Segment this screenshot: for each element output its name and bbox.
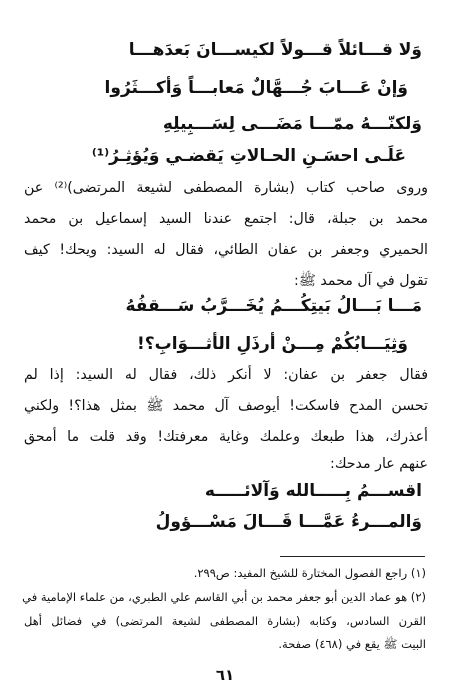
footnote-2-line-3: البيت ﷺ يقع في (٤٦٨) صفحة.: [278, 637, 426, 651]
poem2-verse-1: مَـــا بَـــالُ بَيتِكُـــمُ يُخَـــرَّبُ سَـــقفُهُ: [125, 296, 422, 316]
poem2-verse-2: وَثِيَـــابُكُمْ مِـــنْ أرذَلِ الأثـــوَابِ؟!: [137, 334, 408, 354]
body2-line-3: أعذرك، هذا طبعك وعلمك وغاية معرفتك! وقد قلت ما أمحق: [24, 429, 428, 445]
footnote-2-line-1: (٢) هو عماد الدين أبو جعفر محمد بن أبي القاسم علي الطبري، من علماء الإمامية في: [22, 590, 426, 604]
body-line-4: تقول في آل محمد ﷺ:: [294, 273, 428, 289]
body2-line-2: تحسن المدح فاسكت! أيوصف آل محمد ﷺ بمثل هذا؟! ولكني: [24, 398, 428, 414]
body-line-3: الحميري وجعفر بن عفان الطائي، فقال له السيد: ويحك! كيف: [24, 242, 428, 258]
footnote-1: (١) راجع الفصول المختارة للشيخ المفيد: ص٢٩٩.: [193, 566, 426, 580]
poem3-verse-1: اقســـمُ بِـــــالله وَآلائـــــه: [204, 481, 422, 501]
footnote-divider: [280, 556, 425, 557]
body-line-2: محمد بن جبلة، قال: اجتمع عندنا السيد إسماعيل بن محمد: [24, 211, 428, 227]
body2-line-1: فقال جعفر بن عفان: لا أنكر ذلك، فقال له السيد: إذا لم: [24, 367, 428, 383]
poem1-verse-1: وَلا قـــائلاً قـــولاً لكيســـانَ بَعدَهـــا: [128, 40, 422, 60]
page-number: ٦١: [215, 666, 235, 684]
poem1-verse-2: وَإنْ عَـــابَ جُـــهَّالٌ مَعابـــاً وَأكـــثَرُوا: [104, 78, 408, 98]
body2-line-4: عنهم عار مدحك:: [330, 456, 428, 472]
poem1-verse-4: عَلَـى احسَـنِ الحـالاتِ يَقضـي وَيُؤثِـرُ⁽¹⁾: [91, 146, 406, 166]
body-line-1: وروى صاحب كتاب (بشارة المصطفى لشيعة المرتضى)⁽²⁾ عن: [24, 180, 428, 196]
poem3-verse-2: وَالمـــرءُ عَمَّـــا قَـــالَ مَسْـــؤولُ: [155, 512, 422, 532]
poem1-verse-3: وَلكنّـــهُ ممّـــا مَضَـــى لِسَـــبِيلِهِ: [162, 114, 422, 134]
footnote-2-line-2: القرن السادس، وكتابه (بشارة المصطفى لشيعة المرتضى) في فضائل أهل: [24, 614, 426, 628]
